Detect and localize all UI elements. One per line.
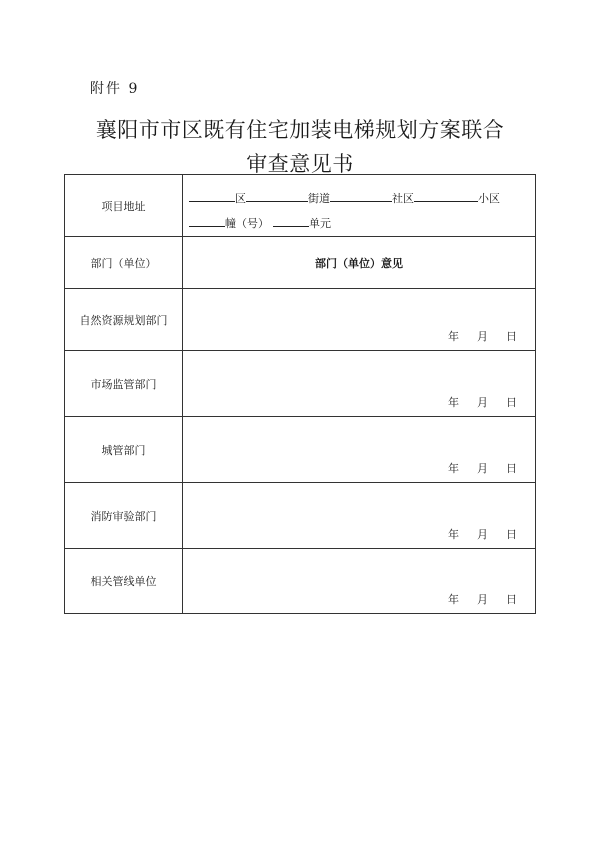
department-row <box>65 417 536 483</box>
district-blank[interactable] <box>189 191 235 202</box>
day-text: 日 <box>506 528 517 541</box>
month-text: 月 <box>477 330 488 343</box>
residential-text: 小区 <box>478 192 500 205</box>
department-name: 城管部门 <box>65 417 183 483</box>
date-line <box>448 591 517 607</box>
year-text: 年 <box>448 330 459 343</box>
date-line <box>448 526 517 542</box>
month-text: 月 <box>477 462 488 475</box>
address-field <box>183 175 536 237</box>
address-line-2 <box>189 215 331 231</box>
year-text: 年 <box>448 593 459 606</box>
opinion-cell[interactable] <box>183 351 536 417</box>
day-text: 日 <box>506 462 517 475</box>
opinion-header: 部门（单位）意见 <box>183 237 536 289</box>
unit-text: 单元 <box>309 217 331 230</box>
address-row <box>65 175 536 237</box>
date-line <box>448 460 517 476</box>
opinion-cell[interactable] <box>183 549 536 614</box>
opinion-cell[interactable] <box>183 417 536 483</box>
building-blank[interactable] <box>189 216 225 227</box>
department-row <box>65 351 536 417</box>
district-text: 区 <box>235 192 246 205</box>
address-line-1 <box>189 190 500 206</box>
building-text: 幢（号） <box>225 217 269 230</box>
month-text: 月 <box>477 593 488 606</box>
residential-blank[interactable] <box>414 191 478 202</box>
department-name: 相关管线单位 <box>65 549 183 614</box>
opinion-cell[interactable] <box>183 289 536 351</box>
street-text: 街道 <box>308 192 330 205</box>
attachment-label: 附件 9 <box>90 81 140 97</box>
month-text: 月 <box>477 528 488 541</box>
year-text: 年 <box>448 528 459 541</box>
community-blank[interactable] <box>330 191 392 202</box>
header-row <box>65 237 536 289</box>
year-text: 年 <box>448 462 459 475</box>
unit-blank[interactable] <box>273 216 309 227</box>
department-row <box>65 289 536 351</box>
date-line <box>448 394 517 410</box>
department-name: 自然资源规划部门 <box>65 289 183 351</box>
dept-header: 部门（单位） <box>65 237 183 289</box>
department-row <box>65 483 536 549</box>
month-text: 月 <box>477 396 488 409</box>
review-opinion-form <box>64 174 536 614</box>
department-row <box>65 549 536 614</box>
day-text: 日 <box>506 330 517 343</box>
day-text: 日 <box>506 396 517 409</box>
document-title-line2: 审查意见书 <box>246 152 354 176</box>
date-line <box>448 328 517 344</box>
document-title-line1: 襄阳市市区既有住宅加装电梯规划方案联合 <box>95 118 505 142</box>
day-text: 日 <box>506 593 517 606</box>
opinion-cell[interactable] <box>183 483 536 549</box>
department-name: 消防审验部门 <box>65 483 183 549</box>
street-blank[interactable] <box>246 191 308 202</box>
year-text: 年 <box>448 396 459 409</box>
department-name: 市场监管部门 <box>65 351 183 417</box>
community-text: 社区 <box>392 192 414 205</box>
address-label: 项目地址 <box>65 175 183 237</box>
